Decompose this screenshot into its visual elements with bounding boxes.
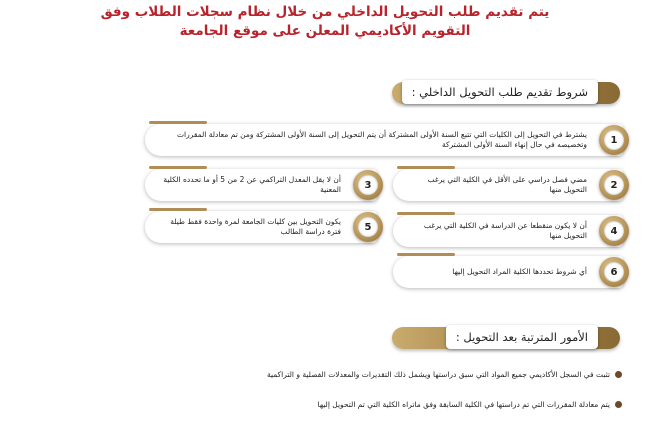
list-item-text: يتم معادلة المقررات التي تم دراستها في الكلية السابقة وفق ماتراه الكلية التي تم التحويل إليها bbox=[317, 399, 610, 409]
number-badge: 3 bbox=[353, 170, 383, 200]
conditions-heading: شروط تقديم طلب التحويل الداخلي : bbox=[402, 80, 598, 104]
number-badge: 5 bbox=[353, 212, 383, 242]
bullet-dot-icon bbox=[615, 371, 622, 378]
condition-text: يشترط في التحويل إلى الكليات التي تتبع السنة الأولى المشتركة أن يتم التحويل إلى السنة الأولى المشتركة ومن تم معادلة المقررات وتخصيصه في حال إنهاء السنة الأولى المشتركة bbox=[176, 130, 587, 149]
list-item bbox=[318, 398, 622, 410]
bullet-dot-icon bbox=[615, 401, 622, 408]
condition-text: مضي فصل دراسي على الأقل في الكلية التي يرغب التحويل منها bbox=[427, 175, 587, 194]
conditions-banner bbox=[392, 82, 620, 104]
condition-card-4 bbox=[393, 215, 623, 247]
page-title bbox=[100, 3, 550, 41]
condition-card-6 bbox=[393, 256, 623, 288]
title-line-2: التقويم الأكاديمي المعلن على موقع الجامعة bbox=[179, 23, 471, 39]
condition-card-3 bbox=[145, 169, 377, 201]
title-line-1: يتم تقديم طلب التحويل الداخلي من خلال نظام سجلات الطلاب وفق bbox=[100, 4, 550, 20]
list-item-text: تثبت في السجل الأكاديمي جميع المواد التي سبق دراستها ويشمل ذلك التقديرات والمعدلات الفصلية و التراكمية bbox=[266, 369, 610, 379]
condition-text: يكون التحويل بين كليات الجامعة لمرة واحدة فقط طيلة فترة دراسة الطالب bbox=[170, 217, 341, 236]
consequences-banner bbox=[392, 327, 620, 349]
number-badge: 2 bbox=[599, 170, 629, 200]
condition-text: أن لا يكون منقطعا عن الدراسة في الكلية التي يرغب التحويل منها bbox=[423, 221, 587, 240]
condition-text: أن لا يقل المعدل التراكمي عن 2 من 5 أو ما تحدده الكلية المعنية bbox=[163, 175, 341, 194]
condition-card-2 bbox=[393, 169, 623, 201]
condition-text: أي شروط تحددها الكلية المراد التحويل إليها bbox=[452, 267, 587, 276]
list-item bbox=[267, 368, 622, 380]
number-badge: 1 bbox=[599, 125, 629, 155]
number-badge: 6 bbox=[599, 257, 629, 287]
number-badge: 4 bbox=[599, 216, 629, 246]
consequences-heading: الأمور المترتبة بعد التحويل : bbox=[446, 325, 598, 349]
condition-card-1 bbox=[145, 124, 623, 156]
condition-card-5 bbox=[145, 211, 377, 243]
